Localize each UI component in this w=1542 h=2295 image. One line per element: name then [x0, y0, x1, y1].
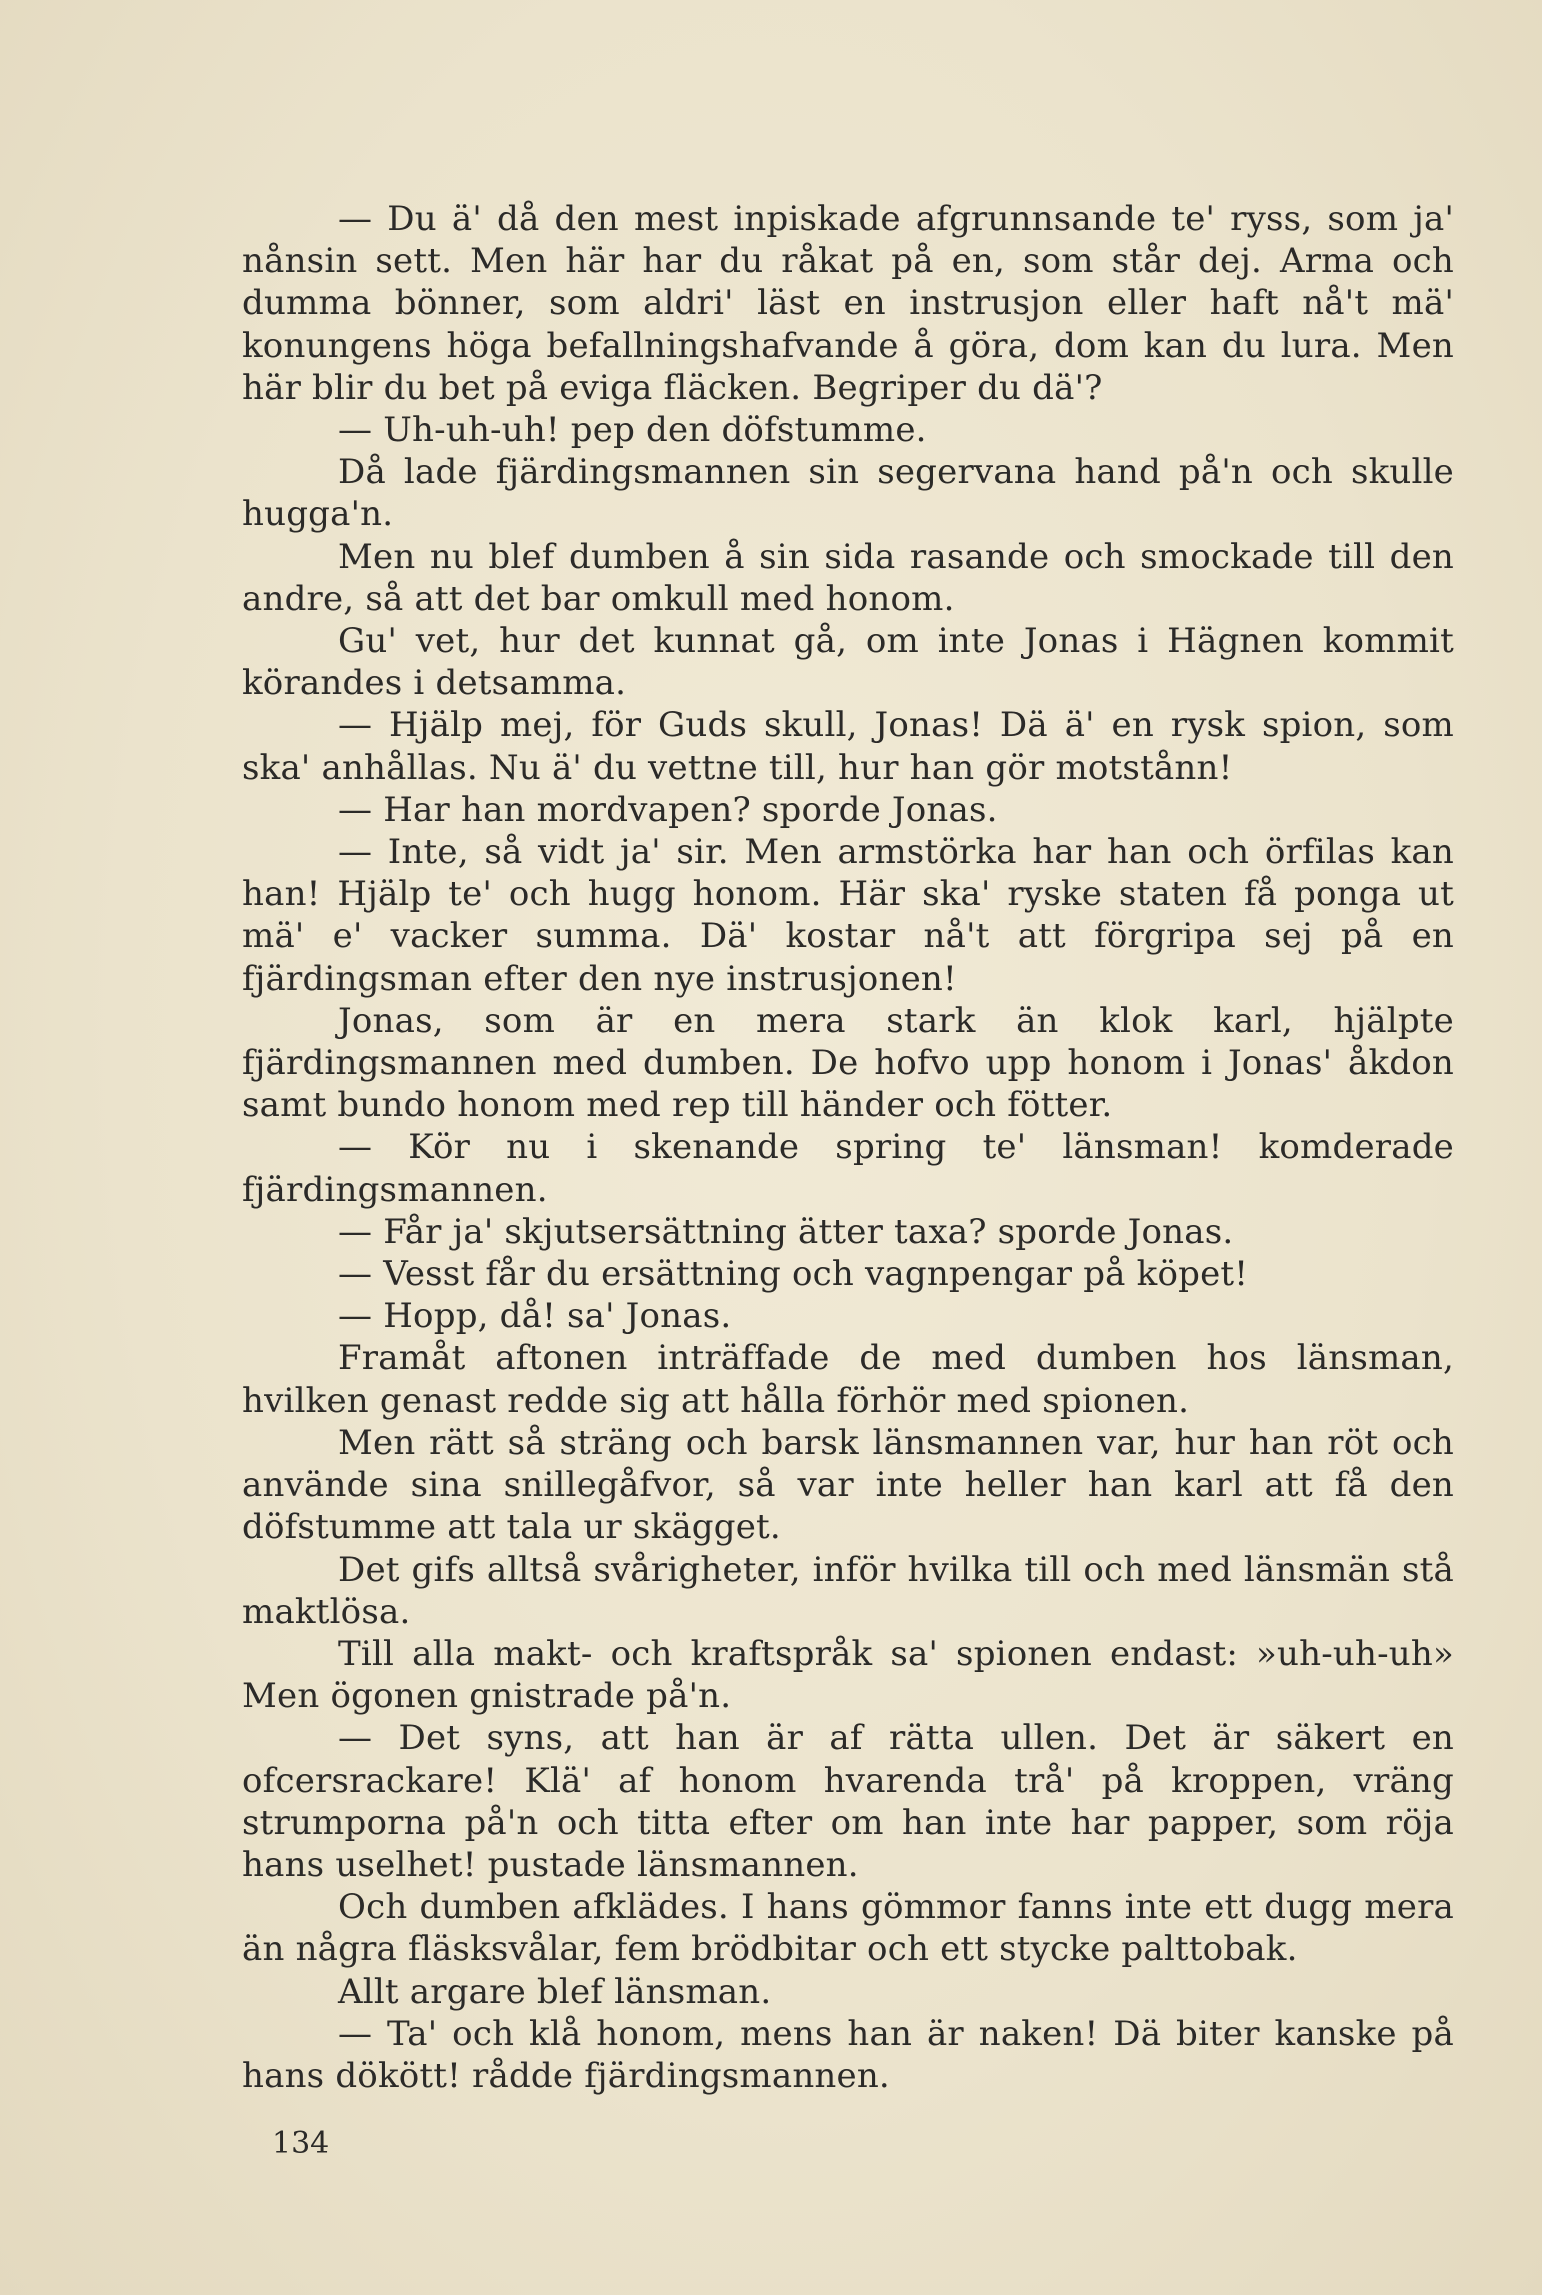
paragraph-5: Gu' vet, hur det kunnat gå, om inte Jonas i Hägnen kommit körandes i detsamma. [242, 621, 1454, 704]
body-text [242, 198, 1454, 2097]
paragraph-10: — Kör nu i skenande spring te' länsman! komderade fjärdingsmannen. [242, 1127, 1454, 1210]
paragraph-1: — Du ä' då den mest inpiskade afgrunnsande te' ryss, som ja' nånsin sett. Men här har du råkat på en, som står dej. Arma och dumma bönner, som aldri' läst en instrusjon eller haft nå't mä' konungens höga befallningshafvande å göra, dom kan du lura. Men här blir du bet på eviga fläcken. Begriper du dä'? [242, 199, 1454, 408]
paragraph-18: — Det syns, att han är af rätta ullen. Det är säkert en ofcersrackare! Klä' af honom hvarenda trå' på kroppen, vräng strumporna på'n och titta efter om han inte har papper, som röja hans uselhet! pustade länsmannen. [242, 1718, 1454, 1885]
paragraph-11: — Får ja' skjutsersättning ätter taxa? sporde Jonas. [338, 1211, 1234, 1252]
paragraph-3: Då lade fjärdingsmannen sin segervana hand på'n och skulle hugga'n. [242, 452, 1454, 535]
paragraph-12: — Vesst får du ersättning och vagnpengar på köpet! [338, 1254, 1249, 1295]
paragraph-21: — Ta' och klå honom, mens han är naken! Dä biter kanske på hans dökött! rådde fjärdingsmannen. [242, 2013, 1454, 2096]
paragraph-14: Framåt aftonen inträffade de med dumben hos länsman, hvilken genast redde sig att hålla förhör med spionen. [242, 1338, 1454, 1421]
paragraph-17: Till alla makt- och kraftspråk sa' spionen endast: »uh-uh-uh» Men ögonen gnistrade på'n. [242, 1633, 1454, 1717]
paragraph-4: Men nu blef dumben å sin sida rasande och smockade till den andre, så att det bar omkull med honom. [242, 536, 1454, 619]
paragraph-9: Jonas, som är en mera stark än klok karl, hjälpte fjärdingsmannen med dumben. De hofvo upp honom i Jonas' åkdon samt bundo honom med rep till händer och fötter. [242, 1000, 1454, 1126]
paragraph-7: — Har han mordvapen? sporde Jonas. [338, 789, 998, 830]
paragraph-2: — Uh-uh-uh! pep den döfstumme. [338, 410, 927, 451]
paragraph-19: Och dumben afklädes. I hans gömmor fanns inte ett dugg mera än några fläsksvålar, fem brödbitar och ett stycke palttobak. [242, 1887, 1454, 1970]
paragraph-8: — Inte, så vidt ja' sir. Men armstörka har han och örfilas kan han! Hjälp te' och hugg honom. Här ska' ryske staten få ponga ut mä' e' vacker summa. Dä' kostar nå't att förgripa sej på en fjärdingsman efter den nye instrusjonen! [242, 832, 1454, 999]
paragraph-20: Allt argare blef länsman. [338, 1971, 772, 2012]
paragraph-15: Men rätt så sträng och barsk länsmannen var, hur han röt och använde sina snillegåfvor, så var inte heller han karl att få den döfstumme att tala ur skägget. [242, 1422, 1454, 1548]
paragraph-6: — Hjälp mej, för Guds skull, Jonas! Dä ä' en rysk spion, som ska' anhållas. Nu ä' du vettne till, hur han gör motstånn! [242, 705, 1454, 788]
page-number: 134 [272, 2126, 330, 2161]
paragraph-13: — Hopp, då! sa' Jonas. [338, 1296, 732, 1337]
paragraph-16: Det gifs alltså svårigheter, inför hvilka till och med länsmän stå maktlösa. [242, 1549, 1454, 1632]
